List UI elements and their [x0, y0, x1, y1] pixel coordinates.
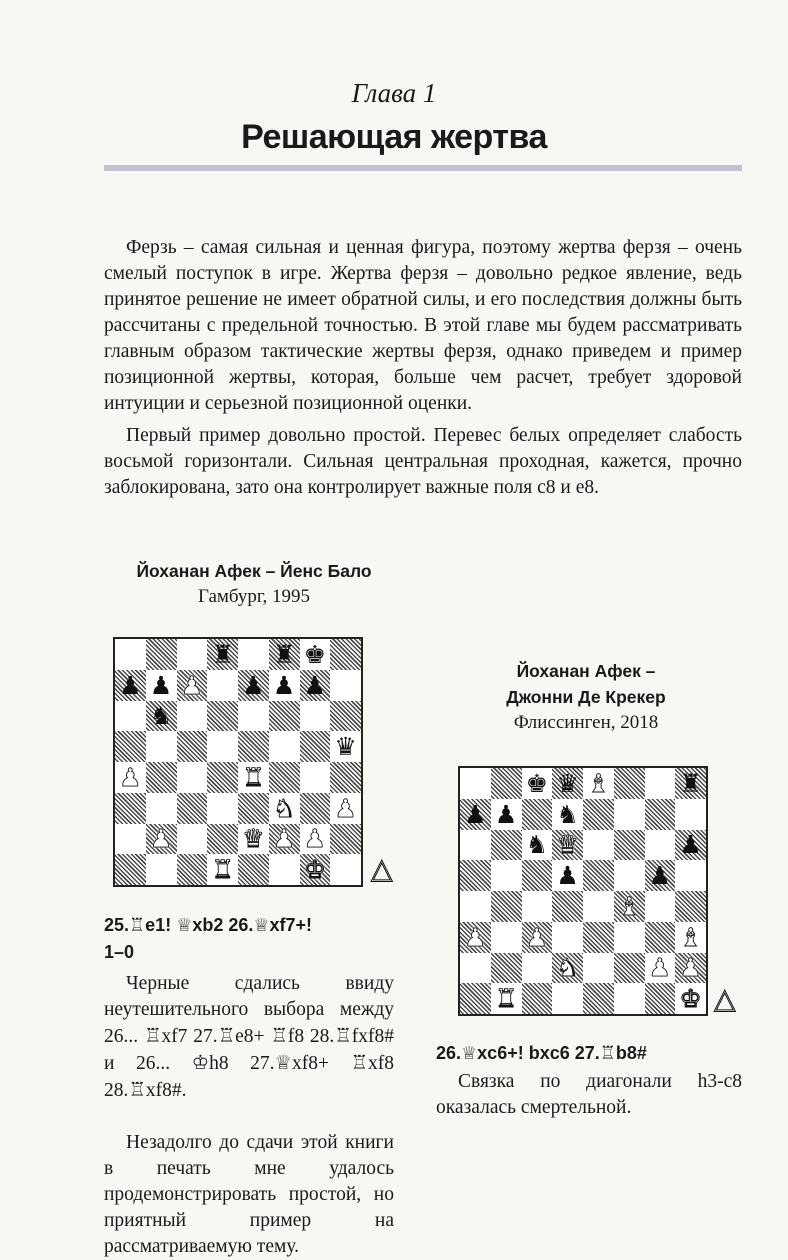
square-d5 — [552, 860, 583, 891]
square-a6 — [460, 830, 491, 861]
black-knight-icon: ♞ — [149, 701, 173, 731]
square-e2 — [583, 953, 614, 984]
square-f8 — [269, 639, 300, 670]
game2-board — [458, 766, 708, 1016]
square-c4 — [177, 762, 208, 793]
game1-text — [104, 912, 394, 1260]
square-h3 — [330, 793, 361, 824]
black-rook-icon: ♜ — [679, 768, 702, 798]
black-pawn-icon: ♟ — [149, 670, 173, 700]
square-f5 — [614, 860, 645, 891]
white-pawn-icon: ♟ — [303, 824, 327, 854]
square-c6 — [522, 830, 553, 861]
black-pawn-icon: ♟ — [242, 670, 265, 700]
square-e4 — [238, 762, 269, 793]
square-f4 — [614, 891, 645, 922]
square-c2 — [177, 824, 208, 855]
queen-icon: ♕ — [461, 1043, 478, 1064]
game1-moves: 25.♖e1! ♕xb2 26.♕xf7+! — [104, 915, 313, 936]
square-a4 — [115, 762, 146, 793]
square-b8 — [146, 639, 177, 670]
square-g6 — [300, 701, 331, 732]
game2-place: Флиссинген, 2018 — [513, 712, 659, 733]
square-g3 — [300, 793, 331, 824]
game1-comment: Черные сдались ввиду неутешительного выбора между 26... ♖xf7 27.♖e8+ ♖f8 28.♖fxf8# и 26... ♔h8 27.♕xf8+ ♖xf8 28.♖xf8#. — [104, 973, 395, 1101]
square-f2 — [614, 953, 645, 984]
square-d1 — [207, 854, 238, 885]
white-pawn-icon: ♟ — [679, 953, 702, 983]
white-queen-icon: ♛ — [556, 830, 579, 860]
game1-after-text: Незадолго до сдачи этой книги в печать мне удалось продемонстрировать простой, но приятный пример на рассматриваемую тему. — [104, 1132, 394, 1257]
square-b5 — [491, 860, 522, 891]
square-f5 — [269, 731, 300, 762]
square-h6 — [330, 701, 361, 732]
square-c8 — [522, 768, 553, 799]
square-e8 — [238, 639, 269, 670]
rook-icon: ♖ — [128, 1078, 146, 1101]
white-pawn-icon: ♟ — [334, 793, 357, 823]
game2-moves: 26.♕xc6+! bxc6 27.♖b8# — [436, 1043, 647, 1064]
white-pawn-icon: ♟ — [525, 922, 549, 952]
rook-icon: ♖ — [350, 1051, 369, 1074]
square-h4 — [330, 762, 361, 793]
square-g8 — [645, 768, 676, 799]
game2-players-line1: Йоханан Афек – — [516, 661, 656, 681]
square-h5 — [675, 860, 706, 891]
square-f6 — [614, 830, 645, 861]
square-f8 — [614, 768, 645, 799]
white-pawn-icon: ♟ — [180, 670, 204, 700]
black-pawn-icon: ♟ — [464, 799, 487, 829]
black-pawn-icon: ♟ — [119, 670, 142, 700]
square-d2 — [207, 824, 238, 855]
square-a6 — [115, 701, 146, 732]
square-h4 — [675, 891, 706, 922]
intro-text — [104, 235, 742, 501]
square-g7 — [645, 799, 676, 830]
square-b1 — [146, 854, 177, 885]
square-a1 — [460, 983, 491, 1014]
square-h7 — [675, 799, 706, 830]
square-a8 — [115, 639, 146, 670]
square-a3 — [115, 793, 146, 824]
chapter-title: Решающая жертва — [241, 118, 547, 156]
square-b7 — [146, 670, 177, 701]
square-b6 — [146, 701, 177, 732]
square-g4 — [300, 762, 331, 793]
black-pawn-icon: ♟ — [648, 861, 672, 891]
square-e5 — [583, 860, 614, 891]
game1-turn-marker: △ — [371, 852, 393, 885]
square-f1 — [269, 854, 300, 885]
black-pawn-icon: ♟ — [303, 670, 327, 700]
square-c8 — [177, 639, 208, 670]
white-rook-icon: ♜ — [494, 984, 518, 1014]
rook-icon: ♖ — [143, 1024, 162, 1047]
white-rook-icon: ♜ — [211, 855, 234, 885]
square-d5 — [207, 731, 238, 762]
square-d3 — [552, 922, 583, 953]
square-g8 — [300, 639, 331, 670]
black-king-icon: ♚ — [303, 639, 327, 669]
square-b3 — [146, 793, 177, 824]
square-g6 — [645, 830, 676, 861]
square-d8 — [207, 639, 238, 670]
game1-players: Йоханан Афек – Йенс Бало — [136, 561, 372, 581]
black-pawn-icon: ♟ — [679, 830, 702, 860]
rook-icon: ♖ — [129, 915, 146, 936]
square-b2 — [146, 824, 177, 855]
square-c5 — [177, 731, 208, 762]
white-bishop-icon: ♝ — [617, 891, 641, 921]
square-g5 — [300, 731, 331, 762]
square-e3 — [583, 922, 614, 953]
square-h8 — [675, 768, 706, 799]
square-g3 — [645, 922, 676, 953]
square-a4 — [460, 891, 491, 922]
square-f3 — [614, 922, 645, 953]
white-knight-icon: ♞ — [556, 953, 579, 983]
square-f6 — [269, 701, 300, 732]
white-knight-icon: ♞ — [272, 793, 296, 823]
square-b7 — [491, 799, 522, 830]
chapter-number: Глава 1 — [351, 78, 437, 108]
black-rook-icon: ♜ — [211, 639, 234, 669]
square-d4 — [552, 891, 583, 922]
square-c3 — [522, 922, 553, 953]
square-b5 — [146, 731, 177, 762]
square-e2 — [238, 824, 269, 855]
square-d3 — [207, 793, 238, 824]
square-a7 — [460, 799, 491, 830]
square-f1 — [614, 983, 645, 1014]
square-h3 — [675, 922, 706, 953]
square-e4 — [583, 891, 614, 922]
black-knight-icon: ♞ — [525, 830, 549, 860]
black-queen-icon: ♛ — [556, 768, 579, 798]
square-e3 — [238, 793, 269, 824]
white-pawn-icon: ♟ — [464, 922, 487, 952]
game1-result: 1–0 — [104, 942, 135, 962]
square-a1 — [115, 854, 146, 885]
title-rule — [104, 165, 742, 171]
square-a2 — [460, 953, 491, 984]
square-c1 — [522, 983, 553, 1014]
white-pawn-icon: ♟ — [272, 824, 296, 854]
square-e8 — [583, 768, 614, 799]
game2-comment: Связка по диагонали h3-c8 оказалась смертельной. — [436, 1071, 742, 1118]
square-g2 — [300, 824, 331, 855]
square-c7 — [522, 799, 553, 830]
square-d4 — [207, 762, 238, 793]
square-e1 — [583, 983, 614, 1014]
square-g2 — [645, 953, 676, 984]
square-h1 — [330, 854, 361, 885]
black-rook-icon: ♜ — [272, 639, 296, 669]
game2-text — [436, 1040, 742, 1121]
square-b2 — [491, 953, 522, 984]
white-rook-icon: ♜ — [242, 762, 265, 792]
black-knight-icon: ♞ — [556, 799, 579, 829]
black-pawn-icon: ♟ — [556, 861, 579, 891]
square-b4 — [146, 762, 177, 793]
white-king-icon: ♚ — [303, 855, 327, 885]
square-g5 — [645, 860, 676, 891]
square-e7 — [583, 799, 614, 830]
black-pawn-icon: ♟ — [494, 799, 518, 829]
game2-turn-marker: △ — [714, 982, 736, 1015]
square-b8 — [491, 768, 522, 799]
white-pawn-icon: ♟ — [119, 762, 142, 792]
square-h8 — [330, 639, 361, 670]
square-e7 — [238, 670, 269, 701]
square-h1 — [675, 983, 706, 1014]
square-c3 — [177, 793, 208, 824]
square-a8 — [460, 768, 491, 799]
queen-icon: ♕ — [253, 915, 270, 936]
square-f4 — [269, 762, 300, 793]
square-c6 — [177, 701, 208, 732]
square-d6 — [207, 701, 238, 732]
square-d6 — [552, 830, 583, 861]
square-c7 — [177, 670, 208, 701]
rook-icon: ♖ — [217, 1024, 236, 1047]
game1-place: Гамбург, 1995 — [197, 586, 311, 607]
game2-players-line2: Джонни Де Крекер — [506, 687, 666, 707]
game1-board — [113, 637, 363, 887]
square-f3 — [269, 793, 300, 824]
square-e6 — [238, 701, 269, 732]
white-pawn-icon: ♟ — [149, 824, 173, 854]
square-g7 — [300, 670, 331, 701]
square-e6 — [583, 830, 614, 861]
square-a5 — [115, 731, 146, 762]
square-h2 — [330, 824, 361, 855]
square-h5 — [330, 731, 361, 762]
square-e5 — [238, 731, 269, 762]
square-d7 — [207, 670, 238, 701]
square-f7 — [614, 799, 645, 830]
square-c4 — [522, 891, 553, 922]
white-queen-icon: ♛ — [242, 824, 265, 854]
square-a7 — [115, 670, 146, 701]
square-a3 — [460, 922, 491, 953]
queen-icon: ♕ — [274, 1051, 292, 1074]
square-b3 — [491, 922, 522, 953]
square-d8 — [552, 768, 583, 799]
black-queen-icon: ♛ — [334, 732, 357, 762]
square-h6 — [675, 830, 706, 861]
intro-paragraph-1: Ферзь – самая сильная и ценная фигура, поэтому жертва ферзя – очень смелый поступок в игре. Жертва ферзя – довольно редкое явление, ведь принятое решение не имеет обратной силы, и его последствия должны быть рассчитаны с предельной точностью. В этой главе мы будем рассматривать главным образом тактические жертвы ферзя, однако приведем и пример позиционной жертвы, которая, больше чем расчет, требует здоровой интуиции и серьезной позиционной оценки. — [104, 237, 742, 414]
white-pawn-icon: ♟ — [648, 953, 672, 983]
square-c2 — [522, 953, 553, 984]
white-bishop-icon: ♝ — [679, 922, 702, 952]
square-b1 — [491, 983, 522, 1014]
black-king-icon: ♚ — [525, 768, 549, 798]
game1-header — [104, 558, 404, 610]
square-g1 — [645, 983, 676, 1014]
square-e1 — [238, 854, 269, 885]
square-c1 — [177, 854, 208, 885]
square-g1 — [300, 854, 331, 885]
square-d2 — [552, 953, 583, 984]
rook-icon: ♖ — [334, 1024, 352, 1047]
square-f7 — [269, 670, 300, 701]
game2-header — [430, 658, 742, 736]
square-c5 — [522, 860, 553, 891]
square-b6 — [491, 830, 522, 861]
square-d1 — [552, 983, 583, 1014]
white-bishop-icon: ♝ — [587, 768, 610, 798]
square-a5 — [460, 860, 491, 891]
square-d7 — [552, 799, 583, 830]
square-g4 — [645, 891, 676, 922]
square-h7 — [330, 670, 361, 701]
square-b4 — [491, 891, 522, 922]
square-f2 — [269, 824, 300, 855]
rook-icon: ♖ — [599, 1043, 616, 1064]
square-h2 — [675, 953, 706, 984]
king-icon: ♔ — [191, 1051, 210, 1074]
rook-icon: ♖ — [270, 1024, 288, 1047]
intro-paragraph-2: Первый пример довольно простой. Перевес белых определяет слабость восьмой горизонтали. Сильная центральная проходная, кажется, прочно заблокирована, зато она контролирует важные поля c8 и e8. — [104, 425, 742, 498]
black-pawn-icon: ♟ — [272, 670, 296, 700]
square-a2 — [115, 824, 146, 855]
queen-icon: ♕ — [176, 915, 193, 936]
white-king-icon: ♚ — [679, 984, 702, 1014]
